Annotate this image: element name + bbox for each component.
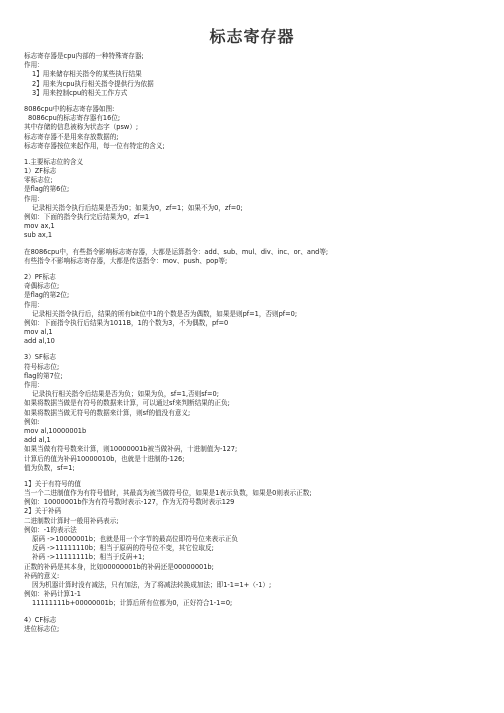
text-line: 2）PF标志 xyxy=(24,272,56,281)
text-line: 1.主要标志位的含义 xyxy=(24,157,84,166)
text-line: 值为负数，sf=1; xyxy=(24,463,75,472)
text-line: 如果将数据当做无符号的数据来计算，则sf的值没有意义; xyxy=(24,408,191,417)
text-line: 标志寄存器不是用来存放数据的; xyxy=(24,132,119,141)
text-line: 有些指令不影响标志寄存器，大都是传送指令：mov、push、pop等; xyxy=(24,256,228,265)
text-line: 3）SF标志 xyxy=(24,353,56,362)
text-line: 2】用来为cpu执行相关指令提供行为依据 xyxy=(32,79,154,88)
text-line: 例如: xyxy=(24,417,40,426)
text-line: 反码 ->11111110b；相当于原码的符号位不变，其它位取反; xyxy=(32,544,214,553)
text-line: 是flag的第2位; xyxy=(24,291,70,300)
text-line: 4）CF标志 xyxy=(24,615,57,624)
text-line: 2】关于补码 xyxy=(24,507,62,516)
text-line: 正数的补码是其本身，比如00000001b的补码还是00000001b; xyxy=(24,562,214,571)
text-line: mov ax,1 xyxy=(24,222,55,231)
page-title: 标志寄存器 xyxy=(209,27,295,46)
text-line: 标志寄存器按位来起作用，每一位有特定的含义; xyxy=(24,141,165,150)
text-line: 例如：10000001b作为有符号数时表示-127，作为无符号数时表示129 xyxy=(24,498,235,507)
text-line: 8086cpu中的标志寄存器如图: xyxy=(24,104,115,113)
text-line: 11111111b+00000001b；计算后所有位都为0，正好符合1-1=0; xyxy=(32,599,233,608)
text-line: 零标志位; xyxy=(24,176,53,185)
text-line: 原码 ->10000001b；也就是用一个字节的最高位即符号位来表示正负 xyxy=(32,535,238,543)
text-line: 如果当做有符号数来计算，则10000001b被当做补码，十进制值为-127; xyxy=(24,445,238,454)
text-line: 标志寄存器是cpu内部的一种特殊寄存器; xyxy=(24,52,144,60)
text-line: 1】用来储存相关指令的某些执行结果 xyxy=(32,70,142,79)
text-line: 补码 ->11111111b；相当于反码+1; xyxy=(32,553,145,562)
text-line: flag的第7位; xyxy=(24,371,63,380)
text-line: mov al,10000001b xyxy=(24,426,87,435)
paragraph-gap xyxy=(24,346,494,353)
text-line: 是flag的第6位; xyxy=(24,185,70,194)
paragraph-gap xyxy=(24,609,494,616)
text-line: 例如：下面的指令执行完后结果为0，zf=1 xyxy=(24,213,150,221)
text-line: 8086cpu的标志寄存器有16位; xyxy=(28,114,121,123)
text-line: 作用： xyxy=(24,300,44,309)
article-body xyxy=(24,52,494,634)
paragraph-gap xyxy=(24,98,494,105)
text-line: 记录执行相关指令后结果是否为负；如果为负，sf=1,否则sf=0; xyxy=(32,390,219,399)
text-line: mov al,1 xyxy=(24,328,53,337)
paragraph-gap xyxy=(24,241,494,248)
text-line: 例如：-1的表示法 xyxy=(24,525,77,534)
text-line: 补码的意义: xyxy=(24,571,60,580)
text-line: add al,10 xyxy=(24,337,55,346)
paragraph-gap xyxy=(24,151,494,158)
paragraph-gap xyxy=(24,473,494,480)
text-line: 如果将数据当做是有符号的数据来计算，可以通过sf来判断结果的正负; xyxy=(24,399,230,408)
text-line: 其中存储的信息被称为状态字（psw）; xyxy=(24,123,139,132)
text-line: 记录相关指令执行后，结果的所有bit位中1的个数是否为偶数，如果是则pf=1，否则pf=0; xyxy=(32,309,298,318)
text-line: 二进制数计算时一般用补码表示; xyxy=(24,516,119,525)
text-line: 奇偶标志位; xyxy=(24,282,60,291)
text-line: 1）ZF标志 xyxy=(24,167,57,176)
text-line: 1】关于有符号的值 xyxy=(24,479,81,488)
text-line: 例如：下面指令执行后结果为1011B，1的个数为3，不为偶数，pf=0 xyxy=(24,318,229,327)
text-line: 当一个二进制值作为有符号值时，其最高为被当做符号位，如果是1表示负数，如果是0则表示正数; xyxy=(24,489,312,498)
paragraph-gap xyxy=(24,266,494,273)
text-line: 记录相关指令执行后结果是否为0；如果为0，zf=1；如果不为0，zf=0; xyxy=(32,203,243,212)
text-line: 进位标志位; xyxy=(24,624,60,633)
text-line: 3】用来控制cpu的相关工作方式 xyxy=(32,88,128,97)
text-line: 作用： xyxy=(24,194,44,203)
text-line: 计算后的值为补码10000010b，也就是十进制的-126; xyxy=(24,454,185,463)
text-line: 在8086cpu中，有些指令影响标志寄存器，大都是运算指令：add、sub、mul、div、inc、or、and等; xyxy=(24,247,329,256)
text-line: 作用： xyxy=(24,381,44,389)
text-line: 例如：补码计算1-1 xyxy=(24,590,81,599)
text-line: add al,1 xyxy=(24,436,51,445)
text-line: 因为机器计算时没有减法，只有加法，为了将减法转换成加法；即1-1=1+（-1）; xyxy=(32,580,272,589)
text-line: sub ax,1 xyxy=(24,231,53,240)
text-line: 符号标志位; xyxy=(24,362,60,371)
text-line: 作用： xyxy=(24,61,44,70)
